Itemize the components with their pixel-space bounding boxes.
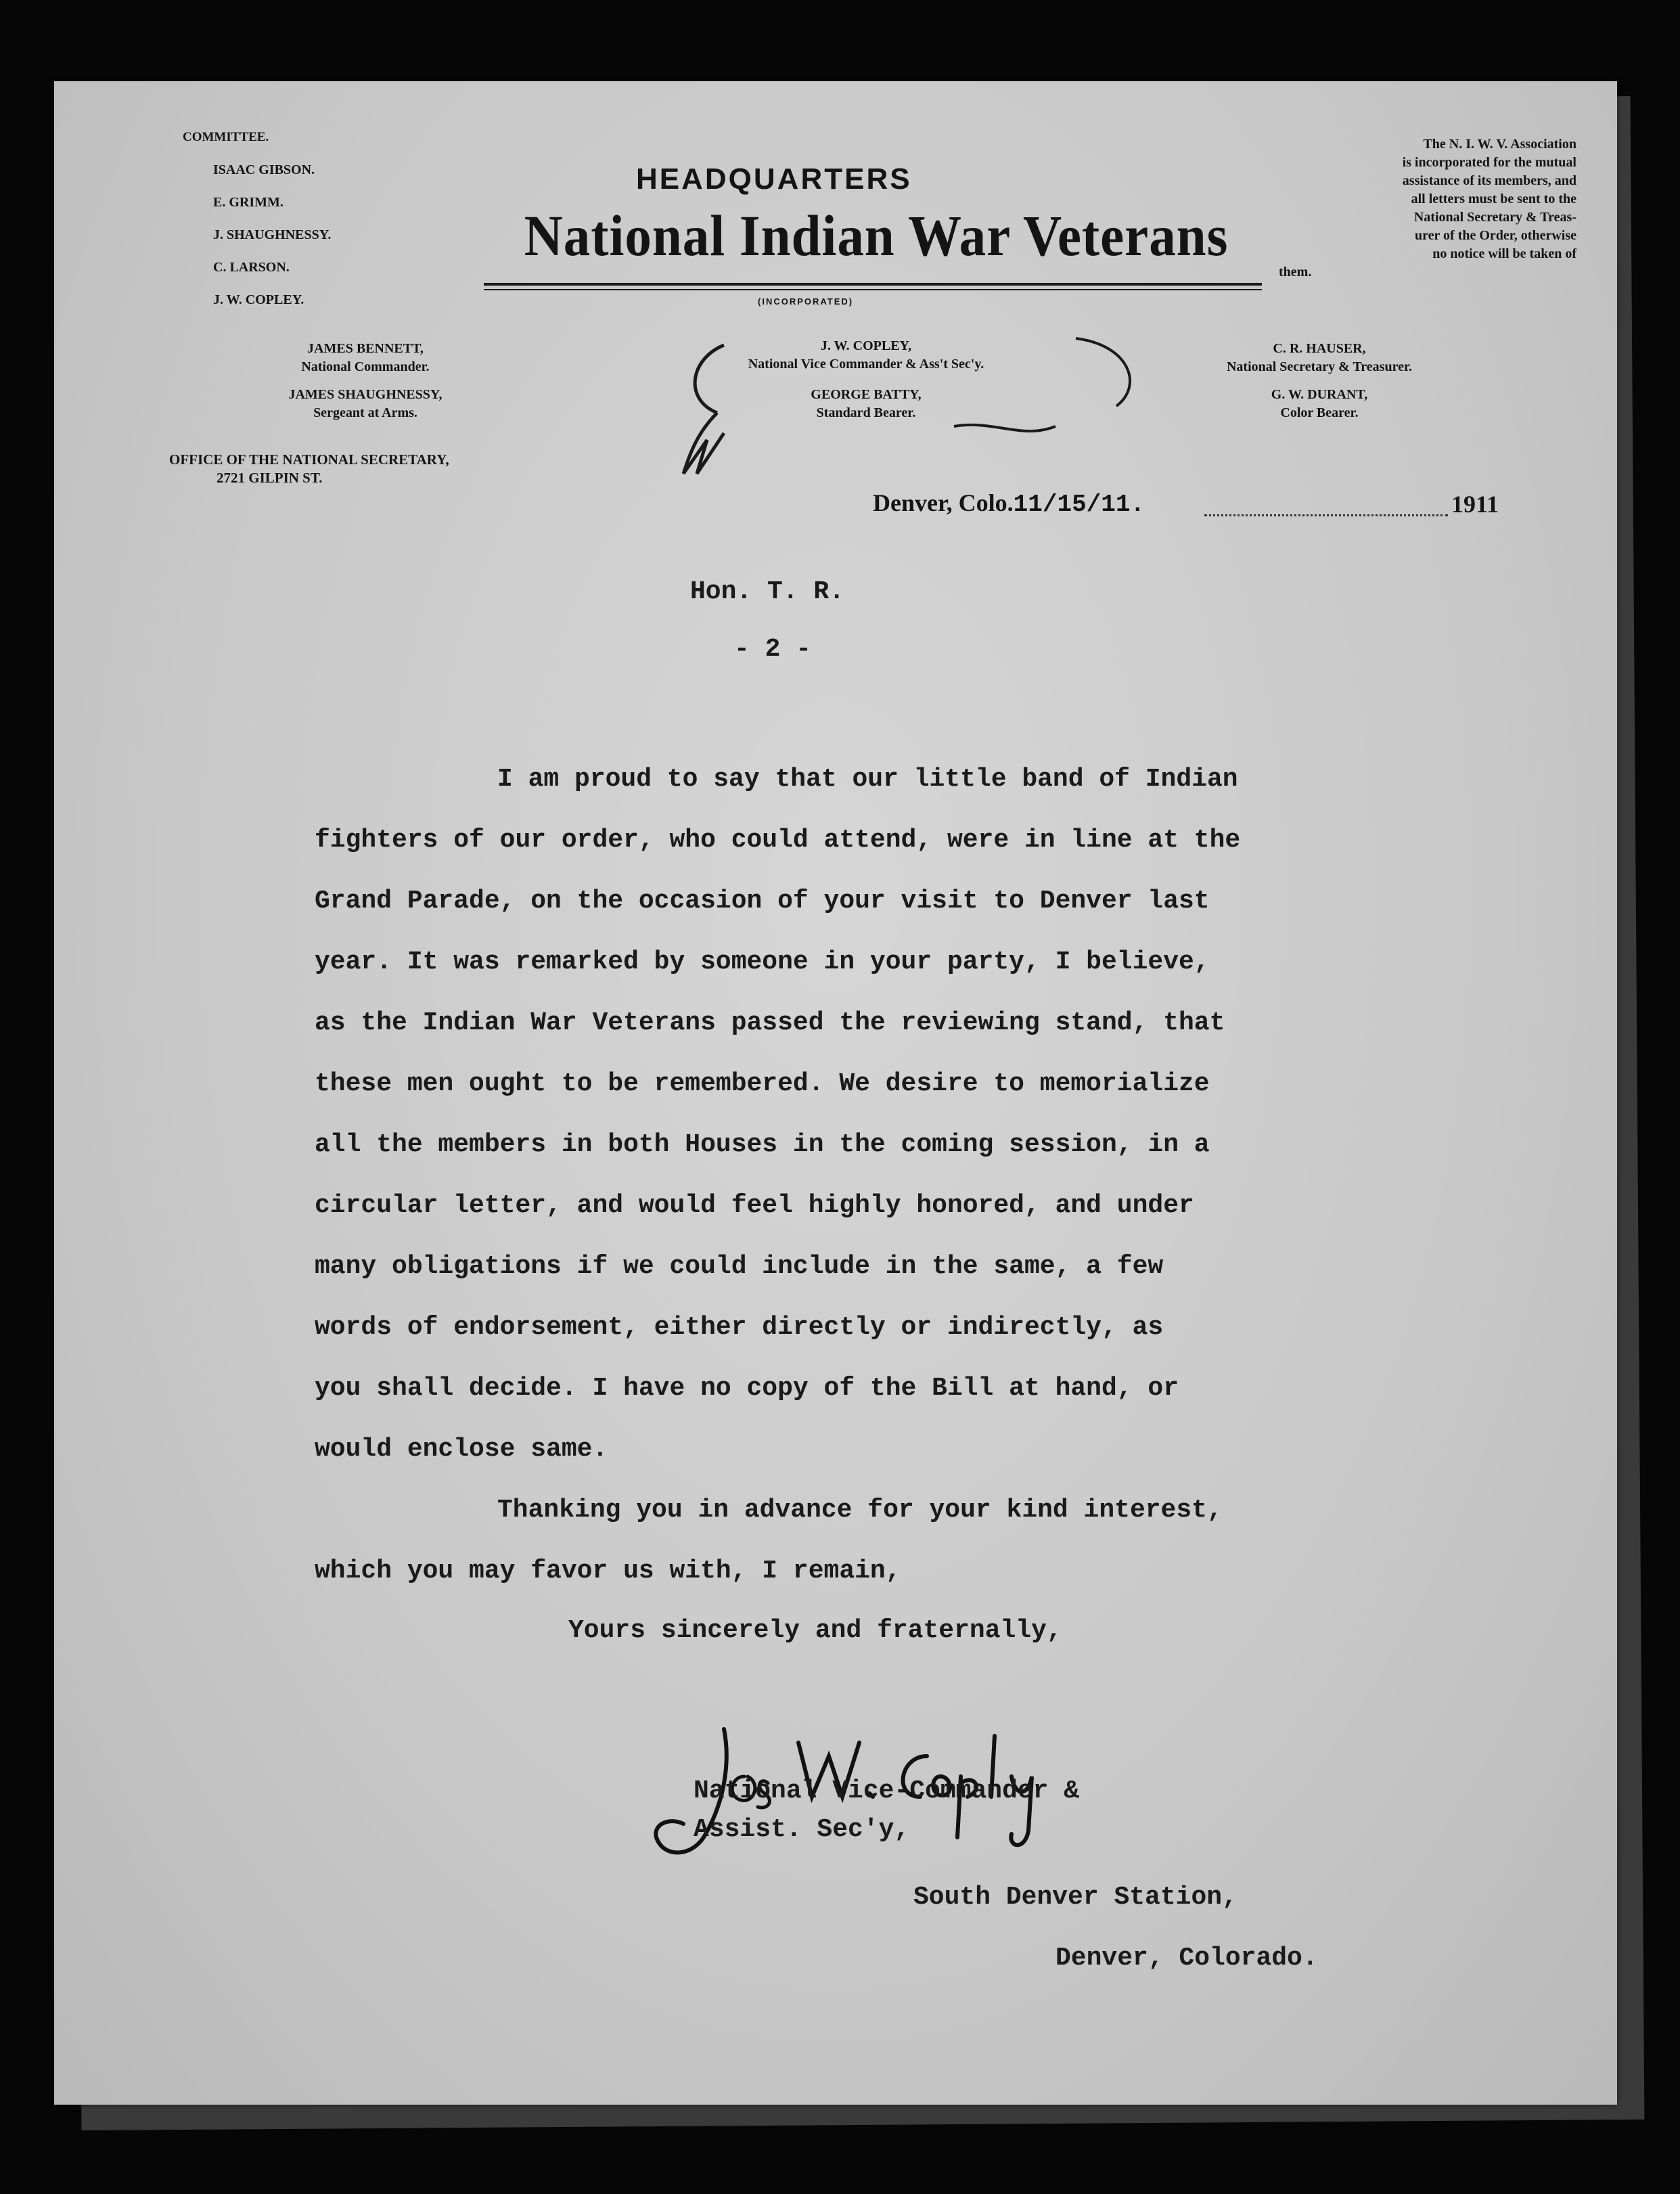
committee-member: ISAAC GIBSON.	[213, 162, 315, 177]
body-line: I am proud to say that our little band of Indian	[497, 765, 1238, 794]
officer-entry: G. W. DURANT, Color Bearer.	[1271, 387, 1368, 420]
committee-member: E. GRIMM.	[213, 195, 283, 210]
body-line: circular letter, and would feel highly honored, and under	[315, 1191, 1194, 1220]
body-line: words of endorsement, either directly or indirectly, as	[315, 1313, 1164, 1342]
address-line: South Denver Station,	[913, 1883, 1238, 1912]
committee-member: J. SHAUGHNESSY.	[213, 227, 332, 242]
officer-entry: JAMES SHAUGHNESSY, Sergeant at Arms.	[288, 387, 442, 420]
signer-title: National Vice-Commander &	[694, 1776, 1080, 1806]
officer-entry: GEORGE BATTY, Standard Bearer.	[811, 387, 922, 420]
body-line: Thanking you in advance for your kind interest,	[497, 1496, 1223, 1525]
date-underline	[1204, 514, 1448, 516]
body-line: these men ought to be remembered. We desire to memorialize	[315, 1069, 1210, 1098]
body-line: which you may favor us with, I remain,	[315, 1557, 901, 1586]
address-line: Denver, Colorado.	[1055, 1944, 1318, 1973]
committee-heading: COMMITTEE.	[183, 130, 269, 144]
letter-page	[54, 81, 1617, 2105]
dateline-place: Denver, Colo.	[873, 489, 1014, 516]
committee-member: C. LARSON.	[213, 260, 290, 275]
body-line: many obligations if we could include in the same, a few	[315, 1252, 1164, 1281]
officer-entry: JAMES BENNETT, National Commander.	[301, 341, 430, 374]
body-line: you shall decide. I have no copy of the Bill at hand, or	[315, 1374, 1179, 1403]
flourish-scribble	[643, 318, 1171, 494]
signer-title: Assist. Sec'y,	[694, 1815, 910, 1844]
officer-entry: C. R. HAUSER, National Secretary & Treasurer.	[1226, 341, 1413, 374]
incorporated-label: (INCORPORATED)	[758, 296, 854, 307]
header-rule	[484, 283, 1262, 286]
body-line: as the Indian War Veterans passed the reviewing stand, that	[315, 1008, 1225, 1037]
office-line: OFFICE OF THE NATIONAL SECRETARY,	[169, 451, 449, 468]
body-line: fighters of our order, who could attend, were in line at the	[315, 826, 1241, 855]
body-line: year. It was remarked by someone in your party, I believe,	[315, 947, 1210, 977]
page-number: - 2 -	[734, 635, 812, 664]
body-line: all the members in both Houses in the coming session, in a	[315, 1130, 1210, 1159]
body-line: Grand Parade, on the occasion of your visit to Denver last	[315, 887, 1210, 916]
headquarters-heading: HEADQUARTERS	[636, 162, 912, 196]
committee-member: J. W. COPLEY.	[213, 292, 304, 307]
dateline-date: 11/15/11.	[1013, 491, 1145, 518]
organization-name: National Indian War Veterans	[524, 203, 1229, 268]
officer-entry: J. W. COPLEY, National Vice Commander & Ass't Sec'y.	[748, 338, 984, 372]
closing: Yours sincerely and fraternally,	[568, 1616, 1062, 1645]
association-notice: The N. I. W. V. Association is incorporated for the mutual assistance of its members, and all letters must be sent to the National Secretary & Treas- urer of the Order, otherwise no notice will be taken of them.	[1279, 137, 1576, 279]
office-address: 2721 GILPIN ST.	[217, 470, 323, 486]
addressee: Hon. T. R.	[690, 577, 845, 606]
dateline	[873, 489, 1145, 518]
header-rule	[484, 289, 1262, 290]
dateline-year: 1911	[1451, 491, 1499, 518]
body-line: would enclose same.	[315, 1435, 608, 1464]
